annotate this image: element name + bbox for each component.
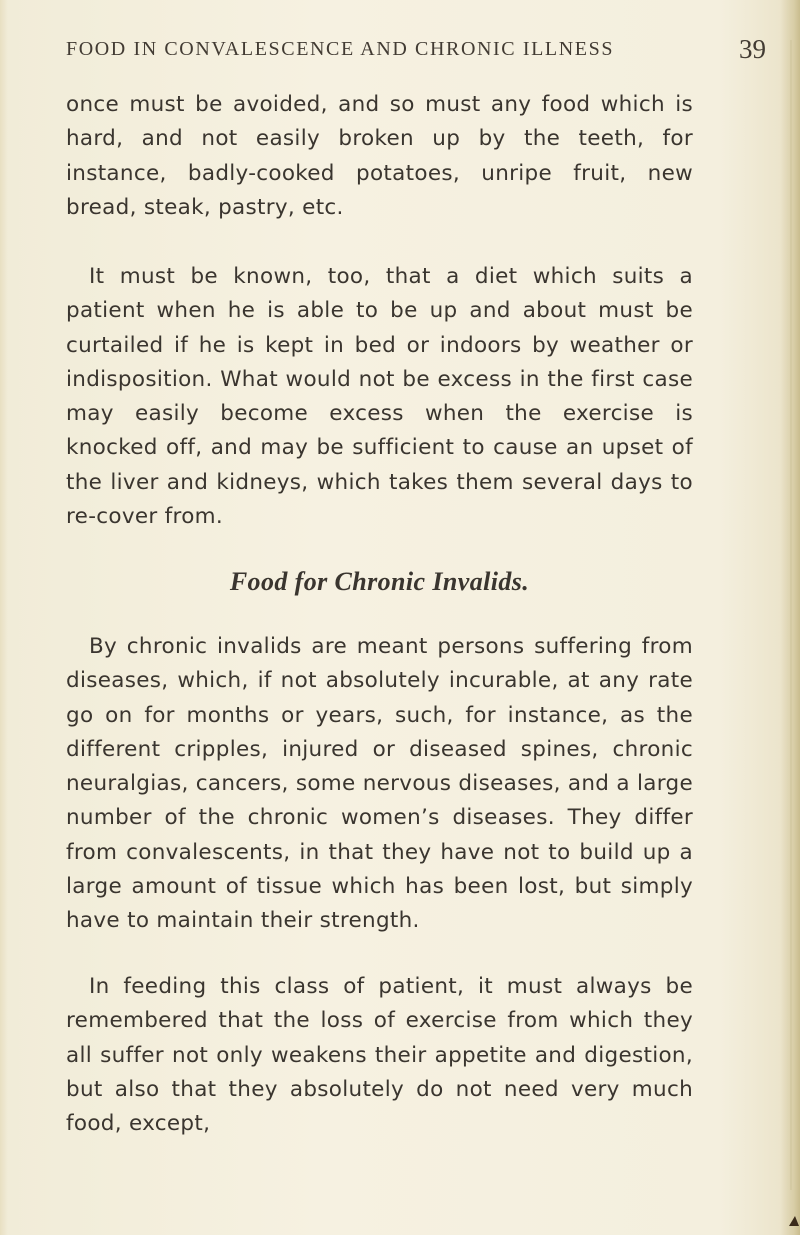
running-head: FOOD IN CONVALESCENCE AND CHRONIC ILLNESS: [66, 38, 615, 60]
paragraph-3: By chronic invalids are meant persons suffering from diseases, which, if not absolutely incurable, at any rate go on for months or years, such, for instance, as the different cripples, injured or diseased spines, chronic neuralgias, cancers, some nervous diseases, and a large number of the chronic women’s diseases. They differ from convalescents, in that they have not to build up a large amount of tissue which has been lost, but simply have to maintain their strength.: [66, 634, 693, 934]
page-left-edge: [0, 0, 8, 1235]
page-number: 39: [739, 34, 766, 64]
paragraph-1: once must be avoided, and so must any food which is hard, and not easily broken up by the teeth, for instance, badly-cooked potatoes, unripe fruit, new bread, steak, pastry, etc.: [66, 92, 693, 220]
page-header: [66, 34, 766, 68]
page-edge-line: [790, 40, 792, 1190]
paragraph-2: It must be known, too, that a diet which suits a patient when he is able to be up and about must be curtailed if he is kept in bed or indoors by weather or indisposition. What would not be excess in the first case may easily become excess when the exercise is knocked off, and may be sufficient to cause an upset of the liver and kidneys, which takes them several days to re-cover from.: [66, 264, 693, 530]
paragraph-4: In feeding this class of patient, it must always be remembered that the loss of exercise from which they all suffer not only weakens their appetite and digestion, but also that they absolutely do not need very much food, except,: [66, 974, 693, 1137]
corner-mark: [789, 1216, 799, 1226]
section-heading: Food for Chronic Invalids.: [229, 567, 530, 596]
